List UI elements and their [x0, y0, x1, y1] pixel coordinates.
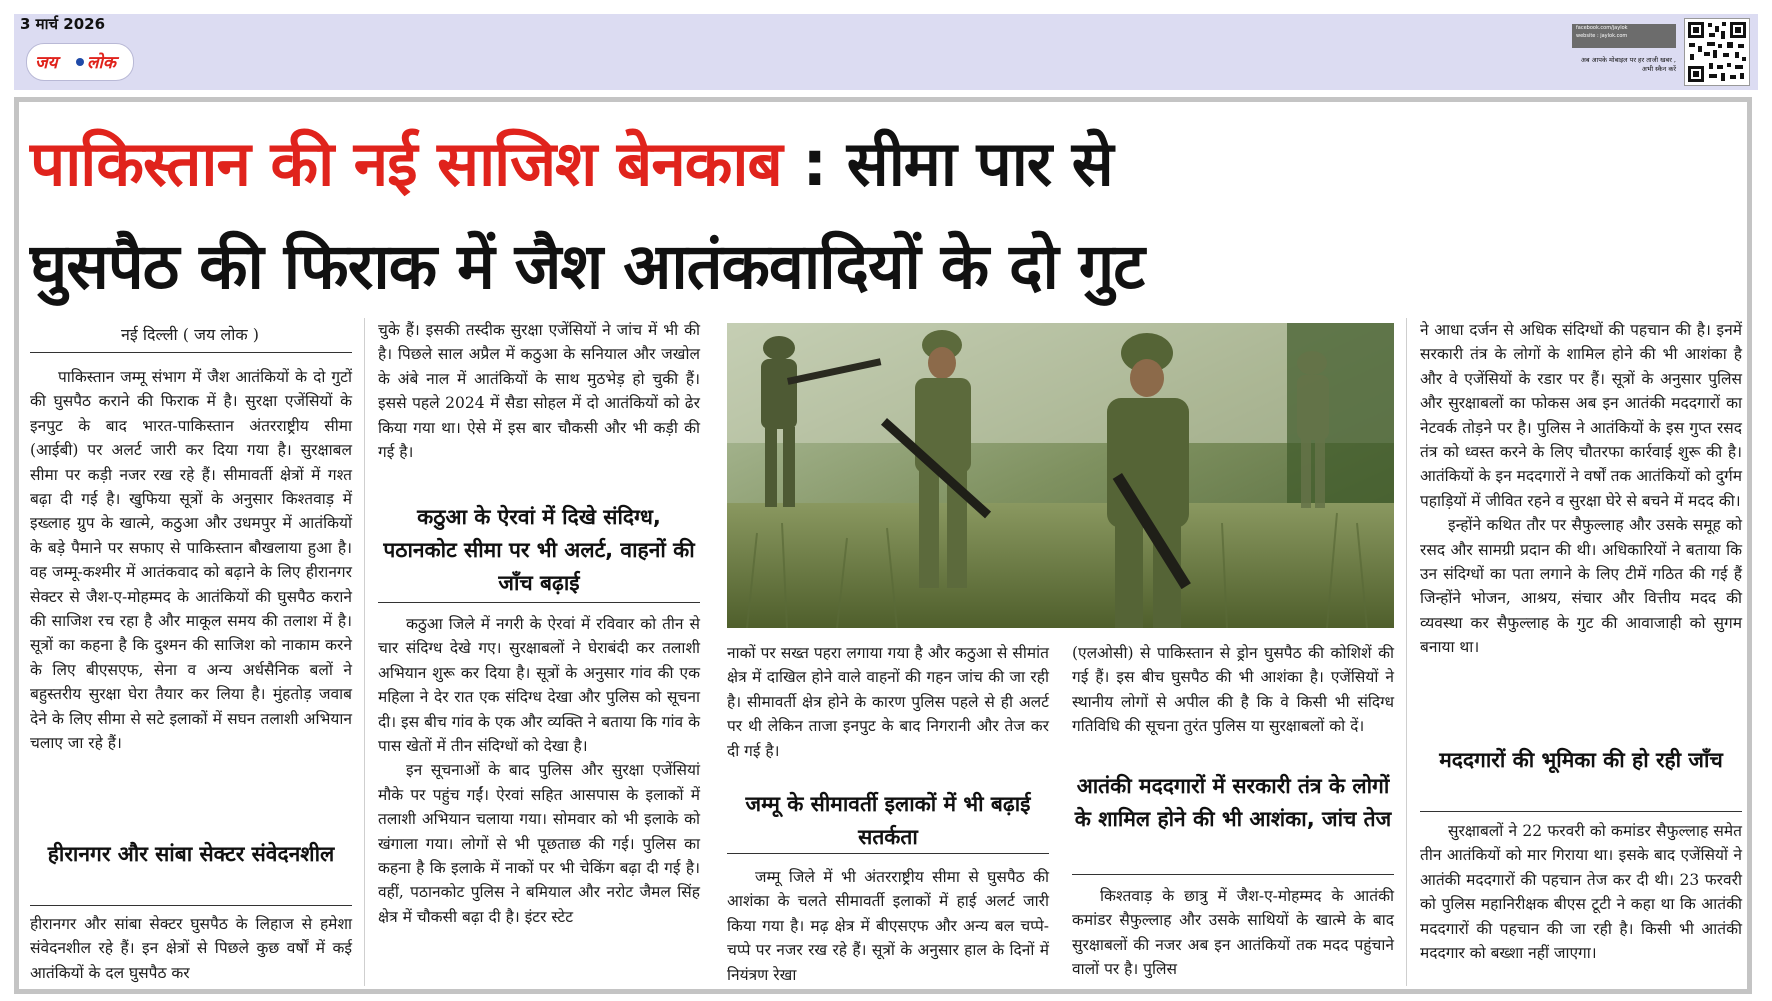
headline-line-2: घुसपैठ की फिराक में जैश आतंकवादियों के दो गुट — [30, 230, 1145, 303]
col1-subhead-rule — [30, 905, 352, 906]
masthead-bar — [14, 14, 1758, 90]
col2-paragraph-2: कठुआ जिले में नगरी के ऐरवां में रविवार को तीन से चार संदिग्ध देखे गए। सुरक्षाबलों ने घेराबंदी कर तलाशी अभियान शुरू कर दिया है। सूत्रों के अनुसार गांव की एक महिला ने देर रात एक संदिग्ध देखा और पुलिस को सूचना दी। इस बीच गांव के एक और व्यक्ति ने बताया कि गांव के पास खेतों में तीन संदिग्धों को देखा है। — [378, 615, 700, 756]
col4-subhead-rule — [1072, 874, 1394, 875]
promo-facebook: facebook.com/jaylok — [1576, 25, 1628, 31]
logo-text-lok: लोक — [87, 53, 116, 73]
byline: नई दिल्ली ( जय लोक ) — [121, 325, 259, 344]
promo-website: website : jaylok.com — [1576, 33, 1628, 39]
column-1 — [30, 365, 352, 756]
logo-text-jay: जय — [35, 53, 58, 73]
column-divider-2 — [1406, 318, 1407, 986]
col2-subhead-rule — [378, 602, 700, 603]
col5-subhead-rule — [1420, 811, 1742, 812]
col2-paragraph-3: इन सूचनाओं के बाद पुलिस और सुरक्षा एजेंसियां मौके पर पहुंच गईं। ऐरवां सहित आसपास के इलाकों में तलाशी अभियान चलाया गया। सोमवार को भी इलाके को खंगाला गया। लोगों से भी पूछताछ की गई। पुलिस का कहना है कि इलाके में नाकों पर भी चेकिंग बढ़ा दी गई है। वहीं, पठानकोट पुलिस ने बमियाल और नरोट जैमल सिंह क्षेत्र में चौकसी बढ़ा दी है। इंटर स्टेट — [378, 761, 700, 926]
col4-paragraph-2: किश्तवाड़ के छात्रु में जैश-ए-मोहम्मद के आतंकी कमांडर सैफुल्लाह और उसके साथियों के खात्मे के बाद सुरक्षाबलों की नजर अब इन आतंकियों तक मदद पहुंचाने वालों पर है। पुलिस — [1072, 887, 1394, 979]
column-5-body — [1420, 318, 1742, 660]
col2-subhead: कठुआ के ऐरवां में दिखे संदिग्ध, पठानकोट सीमा पर भी अलर्ट, वाहनों की जाँच बढ़ाई — [383, 505, 695, 595]
qr-code-icon[interactable] — [1684, 18, 1750, 86]
col2-paragraph-1: चुके हैं। इसकी तस्दीक सुरक्षा एजेंसियों ने जांच में भी की है। पिछले साल अप्रैल में कठुआ के सनियाल और जखोल के अंबे नाल में आतंकियों के साथ मुठभेड़ हो चुकी हैं। इससे पहले 2024 में सैडा सोहल में दो आतंकियों को ढेर किया गया था। ऐसे में इस बार चौकसी और भी कड़ी की गई है। — [378, 321, 700, 462]
headline-black: : सीमा पार से — [802, 127, 1113, 200]
column-2-body — [378, 612, 700, 929]
col4-paragraph-1: (एलओसी) से पाकिस्तान से ड्रोन घुसपैठ की कोशिशें की गई हैं। इस बीच घुसपैठ की भी आशंका है। एजेंसियों ने स्थानीय लोगों से अपील की है कि वे किसी भी संदिग्ध गतिविधि की सूचना तुरंत पुलिस या सुरक्षाबलों को दें। — [1072, 644, 1394, 736]
col3-paragraph-2: जम्मू जिले में भी अंतरराष्ट्रीय सीमा से घुसपैठ की आशंका के चलते सीमावर्ती इलाकों में हाई अलर्ट जारी किया गया है। मढ़ क्षेत्र में बीएसएफ और अन्य बल चप्पे-चप्पे पर नजर रख रहे हैं। सूत्रों के अनुसार हाल के दिनों में नियंत्रण रेखा — [727, 868, 1049, 984]
issue-date: 3 मार्च 2026 — [20, 15, 106, 33]
column-4-body — [1072, 884, 1394, 982]
column-5-body-2 — [1420, 819, 1742, 965]
col5-paragraph-2: इन्होंने कथित तौर पर सैफुल्लाह और उसके समूह को रसद और सामग्री प्रदान की थी। अधिकारियों ने बताया कि उन संदिग्धों का पता लगाने के लिए टीमें गठित की गई हैं जिन्होंने भोजन, आश्रय, संचार और वित्तीय मदद की व्यवस्था कर सैफुल्लाह के गुट की आवाजाही को सुगम बनाया था। — [1420, 516, 1742, 657]
col1-subhead: हीरानगर और सांबा सेक्टर संवेदनशील — [47, 842, 335, 866]
col5-paragraph-3: सुरक्षाबलों ने 22 फरवरी को कमांडर सैफुल्लाह समेत तीन आतंकियों को मार गिराया था। इसके बाद एजेंसियों ने आतंकी मददगारों की पहचान तेज कर दी थी। 23 फरवरी को पुलिस महानिरीक्षक बीएस टूटी ने कहा था कि आतंकी मददगारों की पहचान की जा रही है। किसी भी आतंकी मददगार को बख्शा नहीं जाएगा। — [1420, 822, 1742, 963]
column-3-body — [727, 865, 1049, 987]
logo-globe-icon — [76, 58, 84, 66]
byline-rule — [30, 352, 352, 353]
news-photo-soldiers[interactable] — [727, 323, 1394, 628]
column-divider-1 — [364, 318, 365, 986]
promo-block — [1572, 22, 1676, 80]
promo-band — [1572, 24, 1676, 48]
col5-subhead: मददगारों की भूमिका की हो रही जाँच — [1439, 748, 1723, 772]
col1-paragraph-2: हीरानगर और सांबा सेक्टर घुसपैठ के लिहाज से हमेशा संवेदनशील रहे हैं। इन क्षेत्रों से पिछले कुछ वर्षों में कई आतंकियों के दल घुसपैठ कर — [30, 915, 352, 982]
col5-paragraph-1: ने आधा दर्जन से अधिक संदिग्धों की पहचान की है। इनमें सरकारी तंत्र के लोगों के शामिल होने की भी आशंका है और वे एजेंसियों के रडार पर हैं। सूत्रों के अनुसार पुलिस और सुरक्षाबलों का फोकस अब इन आतंकी मददगारों का नेटवर्क तोड़ने पर है। पुलिस ने आतंकियों के इस गुप्त रसद तंत्र को ध्वस्त करने के लिए चौतरफा कार्रवाई शुरू की है। आतंकियों के इन मददगारों ने वर्षों तक आतंकियों को दुर्गम पहाड़ियों में जीवित रहने व सुरक्षा घेरे से बचने में मदद की। — [1420, 321, 1742, 510]
headline-red: पाकिस्तान की नई साजिश बेनकाब — [30, 127, 782, 200]
col3-subhead-rule — [727, 853, 1049, 854]
col1-paragraph-1: पाकिस्तान जम्मू संभाग में जैश आतंकियों के दो गुटों की घुसपैठ कराने की फिराक में है। सुरक्षा एजेंसियों के इनपुट के बाद भारत-पाकिस्तान अंतरराष्ट्रीय सीमा (आईबी) पर अलर्ट जारी कर दिया गया है। सुरक्षाबल सीमा पर कड़ी नजर रख रहे हैं। सीमावर्ती क्षेत्रों में गश्त बढ़ा दी गई है। खुफिया सूत्रों के अनुसार किश्तवाड़ में इख्लाह ग्रुप के खात्मे, कठुआ और उधमपुर में आतंकियों के बड़े पैमाने पर सफाए से पाकिस्तान बौखलाया हुआ है। वह जम्मू-कश्मीर में आतंकवाद को बढ़ाने के लिए हीरानगर सेक्टर से जैश-ए-मोहम्मद के आतंकियों की घुसपैठ कराने की साजिश रच रहा है और माकूल समय की तलाश में है। सूत्रों का कहना है कि दुश्मन की साजिश को नाकाम करने के लिए बीएसएफ, सेना व अन्य अर्धसैनिक बलों ने बहुस्तरीय सुरक्षा घेरा तैयार कर लिया है। मुंहतोड़ जवाब देने के लिए सीमा से सटे इलाकों में सघन तलाशी अभियान चलाए जा रहे हैं। — [30, 368, 352, 753]
headline-line-1 — [30, 120, 1750, 204]
col4-subhead: आतंकी मददगारों में सरकारी तंत्र के लोगों के शामिल होने की भी आशंका, जांच तेज — [1074, 774, 1392, 831]
col3-paragraph-1: नाकों पर सख्त पहरा लगाया गया है और कठुआ से सीमांत क्षेत्र में दाखिल होने वाले वाहनों की गहन जांच की जा रही है। सीमावर्ती क्षेत्र होने के कारण पुलिस पहले से ही अलर्ट पर थी लेकिन ताजा इनपुट के बाद निगरानी और तेज कर दी गई है। — [727, 644, 1049, 760]
newspaper-logo[interactable] — [26, 43, 134, 81]
col3-subhead: जम्मू के सीमावर्ती इलाकों में भी बढ़ाई सतर्कता — [745, 792, 1031, 849]
promo-text: अब आपके मोबाइल पर हर ताजी खबर , अभी स्कैन करें — [1580, 56, 1676, 73]
